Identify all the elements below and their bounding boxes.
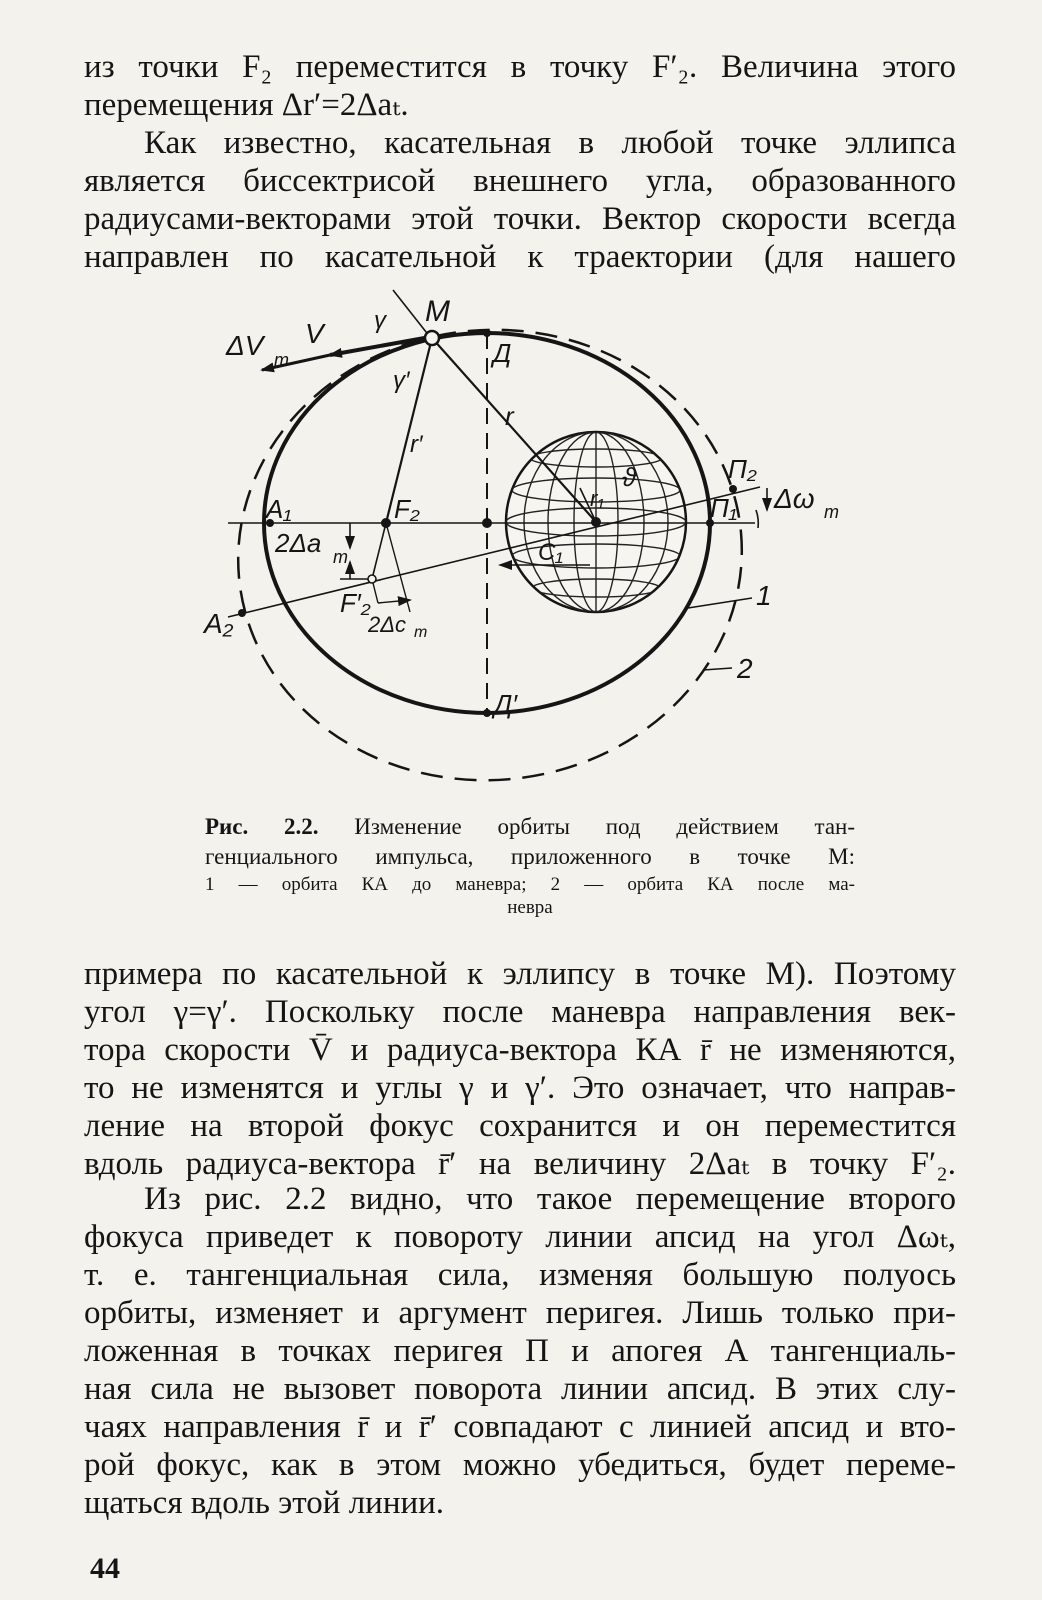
text-line: орбиты, изменяет и аргумент перигея. Лишь только при-	[84, 1295, 956, 1331]
label-two-dc-sub: т	[414, 624, 428, 641]
label-delta-omega-sub: т	[824, 502, 839, 522]
label-d: Д	[493, 338, 512, 368]
orbit-diagram	[0, 270, 1042, 800]
label-orbit-2: 2	[737, 653, 753, 684]
caption-line-1: Изменение орбиты под действием тан-	[354, 814, 856, 839]
label-v: V	[305, 318, 324, 349]
label-orbit-1: 1	[756, 580, 772, 611]
paragraph-tangent	[84, 124, 956, 276]
label-two-da: 2Δa	[275, 528, 322, 558]
label-theta: ϑ	[622, 462, 637, 492]
caption-fig-label: Рис. 2.2.	[205, 814, 319, 839]
label-m: M	[425, 295, 450, 328]
label-gamma-prime: γ′	[393, 367, 410, 394]
text-line: рой фокус, как в этом можно убедиться, будет переме-	[84, 1447, 956, 1483]
text-line: примера по касательной к эллипсу в точке M). Поэтому	[84, 956, 956, 992]
text-line: ложенная в точках перигея П и апогея А тангенциаль-	[84, 1333, 956, 1369]
label-a1: A₁	[266, 494, 292, 524]
label-f2: F₂	[394, 494, 420, 524]
label-two-dc: 2Δc	[368, 612, 406, 637]
top-paragraph	[84, 48, 956, 124]
text-line: щаться вдоль этой линии.	[84, 1485, 445, 1521]
text-line: вдоль радиуса-вектора r̄′ на величину 2Δaₜ в точку F′₂.	[84, 1146, 956, 1182]
label-p1: П₁	[710, 493, 738, 523]
label-r: r	[505, 401, 514, 431]
text-line: чаях направления r̄ и r̄′ совпадают с линией апсид и вто-	[84, 1409, 956, 1445]
text-line: тора скорости V̄ и радиуса-вектора КА r̄ не изменяются,	[84, 1032, 956, 1068]
text-line: направлен по касательной к траектории (для нашего	[84, 239, 956, 275]
label-f2-prime: F′₂	[340, 588, 371, 618]
text-line: то не изменятся и углы γ и γ′. Это означает, что направ-	[84, 1070, 956, 1106]
text-line: является биссектрисой внешнего угла, образованного	[84, 163, 956, 199]
text-line: радиусами-векторами этой точки. Вектор скорости всегда	[84, 201, 956, 237]
velocity-vector	[330, 337, 430, 355]
label-r-prime: r′	[410, 431, 423, 458]
label-gamma: γ	[374, 307, 386, 334]
paragraph-apsides	[84, 1180, 956, 1522]
paragraph-angles	[84, 955, 956, 1183]
text-line: перемещения Δr′=2Δaₜ.	[84, 87, 409, 123]
text-line: Из рис. 2.2 видно, что такое перемещение второго	[144, 1181, 956, 1217]
label-c1: C₁	[538, 539, 563, 566]
text-line: ление на второй фокус сохранится и он переместится	[84, 1108, 956, 1144]
text-line: фокуса приведет к повороту линии апсид на угол Δωₜ,	[84, 1219, 956, 1255]
caption-line-2: генциального импульса, приложенного в точке M:	[205, 844, 855, 869]
text-line: Как известно, касательная в любой точке эллипса	[144, 125, 956, 161]
label-delta-omega: Δω	[774, 483, 815, 514]
text-line: ная сила не вызовет поворота линии апсид. В этих слу-	[84, 1371, 956, 1407]
label-two-da-sub: т	[333, 547, 348, 567]
figure-caption	[205, 812, 855, 919]
text-line: угол γ=γ′. Поскольку после маневра направления век-	[84, 994, 956, 1030]
caption-line-4: невра	[507, 897, 553, 918]
caption-line-3: 1 — орбита КА до маневра; 2 — орбита КА после ма-	[205, 874, 855, 895]
label-a2: A₂	[204, 608, 234, 639]
label-d-prime: Д′	[494, 689, 518, 719]
label-delta-v: ΔV	[226, 330, 264, 361]
label-p2: П₂	[728, 454, 757, 484]
text-line: т. е. тангенциальная сила, изменяя большую полуось	[84, 1257, 956, 1293]
point-m	[425, 331, 439, 345]
label-delta-v-sub: т	[274, 350, 289, 370]
page-number: 44	[90, 1552, 120, 1585]
text-line: из точки F₂ переместится в точку F′₂. Величина этого	[84, 49, 956, 85]
label-r1: r₁	[590, 486, 605, 511]
delta-v-vector	[262, 355, 330, 370]
